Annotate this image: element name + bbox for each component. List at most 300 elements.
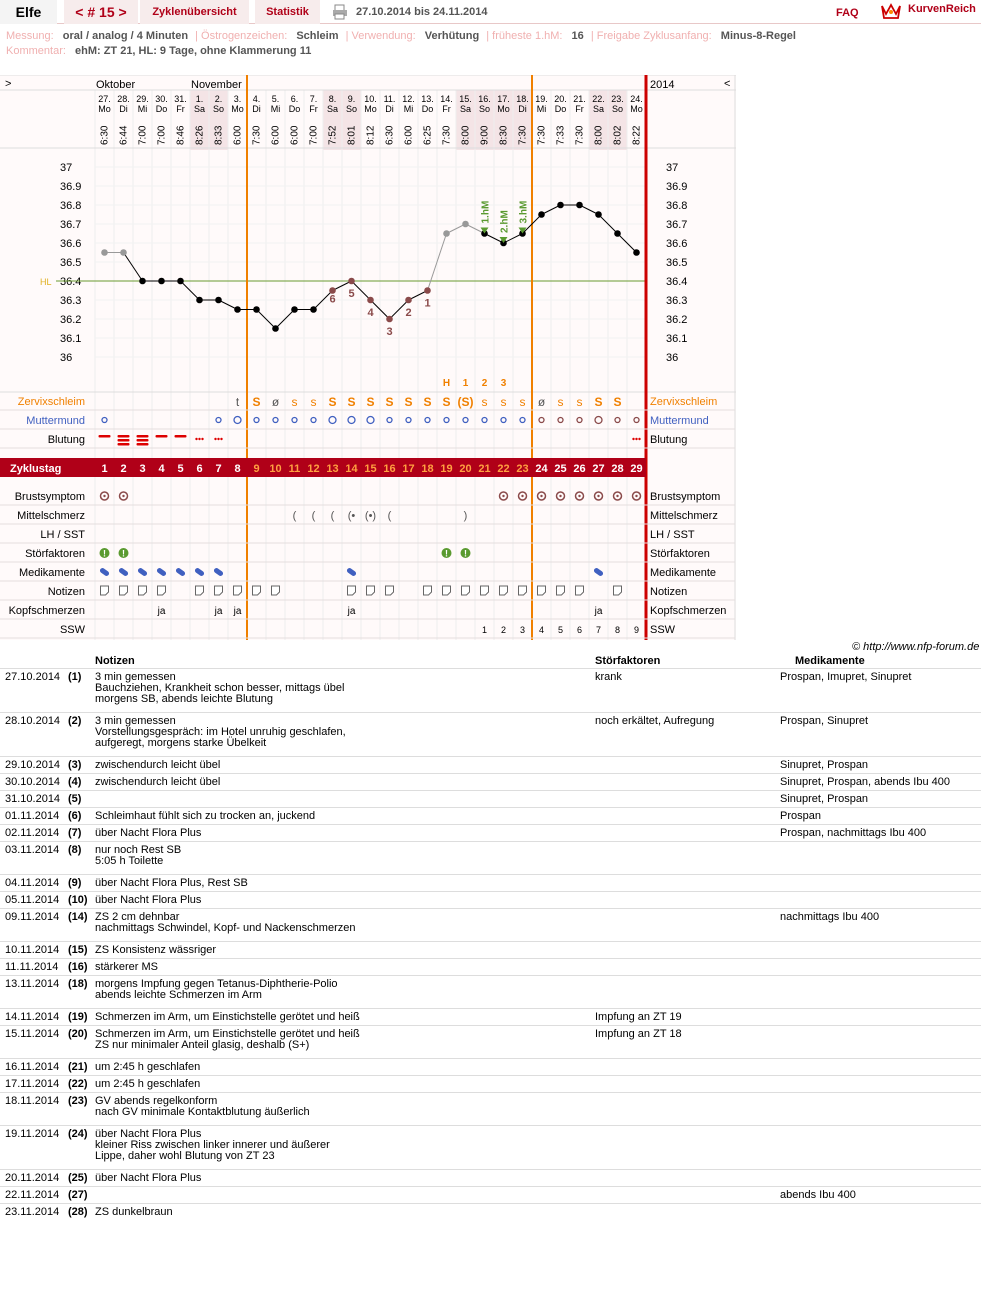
temp-point <box>614 230 621 237</box>
weekday-label: Mo <box>497 104 510 114</box>
y-tick-right: 36.5 <box>666 257 688 269</box>
notes-row <box>0 790 981 807</box>
time-label: 8:12 <box>365 125 377 145</box>
weekday-label: Mo <box>231 104 244 114</box>
note-date: 14.11.2014 <box>5 1011 60 1023</box>
spotting-mark <box>635 438 637 440</box>
time-label: 7:30 <box>441 125 453 145</box>
muttermund-mark <box>425 418 430 423</box>
notes-row <box>0 807 981 824</box>
faq-link[interactable]: FAQ <box>836 7 859 19</box>
note-icon <box>481 586 489 595</box>
muttermund-mark <box>577 418 582 423</box>
note-text: um 2:45 h geschlafen <box>95 1061 201 1073</box>
date-label: 9. <box>347 94 356 104</box>
cycle-day-number: 19 <box>440 463 453 475</box>
note-date: 01.11.2014 <box>5 810 60 822</box>
date-label: 19. <box>535 94 548 104</box>
peak-label: 3 <box>500 378 507 389</box>
stoerfaktor-icon-glyph: ! <box>122 548 125 559</box>
mittelschmerz-mark: (• <box>347 510 356 522</box>
zervix-mark: s <box>481 395 488 409</box>
note-stoerfaktor: Impfung an ZT 18 <box>595 1028 682 1040</box>
cycle-day-number: 4 <box>158 463 165 475</box>
cycle-day-number: 7 <box>215 463 222 475</box>
weekday-label: So <box>478 104 491 114</box>
y-tick-right: 36.7 <box>666 219 688 231</box>
temp-point <box>348 278 355 285</box>
row-label-right-mittel: Mittelschmerz <box>650 510 718 522</box>
temp-point <box>177 278 184 285</box>
zervix-mark: S <box>594 395 603 409</box>
time-label: 6:00 <box>270 125 282 145</box>
mittelschmerz-mark: ( <box>311 510 316 522</box>
note-medikament: Prospan, Sinupret <box>780 715 869 727</box>
time-label: 7:30 <box>536 125 548 145</box>
ssw-number: 8 <box>614 625 621 635</box>
temp-point <box>101 249 108 256</box>
temp-point <box>405 297 412 304</box>
messung-label: Messung: <box>6 30 54 42</box>
row-label-right-brust: Brustsymptom <box>650 491 721 503</box>
ssw-number: 5 <box>557 625 564 635</box>
time-label: 7:33 <box>555 125 567 145</box>
low-temp-label: 4 <box>367 307 374 319</box>
note-medikament: abends Ibu 400 <box>780 1189 856 1201</box>
y-tick-right: 36 <box>666 352 679 364</box>
zervix-mark: S <box>442 395 451 409</box>
note-cycle-day: (22) <box>68 1078 88 1090</box>
note-cycle-day: (18) <box>68 978 88 990</box>
notes-row <box>0 773 981 790</box>
spotting-mark <box>632 438 634 440</box>
cycle-chart <box>0 75 736 640</box>
headache-mark: ja <box>214 606 223 617</box>
cycle-day-number: 16 <box>383 463 396 475</box>
muttermund-mark <box>501 418 506 423</box>
note-icon <box>158 586 166 595</box>
zervix-mark: S <box>252 395 261 409</box>
note-icon <box>614 586 622 595</box>
time-label: 8:00 <box>460 125 472 145</box>
time-label: 7:30 <box>251 125 263 145</box>
temp-point <box>253 306 260 313</box>
spotting-mark <box>214 438 216 440</box>
bleeding-mark <box>118 439 130 442</box>
crown-logo-icon <box>880 2 902 20</box>
zervix-mark: S <box>423 395 432 409</box>
temp-point <box>139 278 146 285</box>
y-tick-left: 36.1 <box>60 333 82 345</box>
cycle-day-number: 28 <box>611 463 624 475</box>
time-label: 8:00 <box>593 125 605 145</box>
muttermund-mark <box>539 418 544 423</box>
cycle-day-number: 9 <box>253 463 260 475</box>
note-date: 15.11.2014 <box>5 1028 60 1040</box>
bleeding-mark <box>99 435 111 438</box>
note-cycle-day: (10) <box>68 894 88 906</box>
weekday-label: So <box>212 104 225 114</box>
breast-symptom-icon <box>597 495 599 497</box>
y-tick-left: 36.2 <box>60 314 82 326</box>
note-icon <box>253 586 261 595</box>
note-medikament: Prospan <box>780 810 821 822</box>
notes-row <box>0 712 981 751</box>
note-cycle-day: (27) <box>68 1189 88 1201</box>
chart-nav-right: < <box>724 78 731 90</box>
date-label: 14. <box>440 94 453 104</box>
date-label: 3. <box>233 94 242 104</box>
row-label-right-zervix: Zervixschleim <box>650 396 718 408</box>
notes-row <box>0 1075 981 1092</box>
weekday-label: Mi <box>137 104 148 114</box>
notes-row <box>0 756 981 773</box>
row-label-blutung: Blutung <box>47 434 85 446</box>
weekday-label: Mi <box>403 104 414 114</box>
low-temp-label: 6 <box>329 293 336 306</box>
y-tick-left: 36.7 <box>60 219 82 231</box>
kommentar-label: Kommentar: <box>6 45 66 57</box>
notes-row <box>0 908 981 936</box>
date-label: 17. <box>497 94 510 104</box>
tab-statistik[interactable]: Statistik <box>255 0 320 24</box>
date-label: 30. <box>155 94 168 104</box>
row-label-mittel: Mittelschmerz <box>17 510 85 522</box>
bleeding-mark <box>175 435 187 438</box>
note-cycle-day: (19) <box>68 1011 88 1023</box>
bleeding-mark <box>118 435 130 438</box>
headache-mark: ja <box>233 606 242 617</box>
muttermund-mark <box>595 417 602 424</box>
note-date: 19.11.2014 <box>5 1128 60 1140</box>
note-text: stärkerer MS <box>95 961 158 973</box>
muttermund-mark <box>273 418 278 423</box>
fruehest-label: früheste 1.hM: <box>492 30 563 42</box>
date-label: 1. <box>195 94 204 104</box>
weekday-label: Do <box>554 104 567 114</box>
muttermund-mark <box>615 418 620 423</box>
temp-point <box>386 316 393 323</box>
weekday-label: Di <box>385 104 394 114</box>
note-text: ZS dunkelbraun <box>95 1206 173 1218</box>
note-icon <box>234 586 242 595</box>
spotting-mark <box>638 438 640 440</box>
date-label: 11. <box>383 94 396 104</box>
time-label: 7:00 <box>156 125 168 145</box>
headache-mark: ja <box>157 606 166 617</box>
y-tick-left: 37 <box>60 162 73 174</box>
time-label: 8:46 <box>175 125 187 145</box>
temp-point <box>424 287 431 294</box>
ssw-number: 2 <box>500 625 507 635</box>
note-medikament: Sinupret, Prospan <box>780 759 869 771</box>
time-label: 7:52 <box>327 125 339 145</box>
notes-header-notizen: Notizen <box>95 655 135 667</box>
note-cycle-day: (3) <box>68 759 82 771</box>
note-cycle-day: (7) <box>68 827 82 839</box>
muttermund-mark <box>558 418 563 423</box>
tab-zyklenuebersicht[interactable]: Zyklenübersicht <box>140 0 249 24</box>
breast-symptom-icon <box>578 495 580 497</box>
mittelschmerz-mark: (•) <box>364 510 377 522</box>
note-text: über Nacht Flora Plus <box>95 894 202 906</box>
y-tick-left: 36.5 <box>60 257 82 269</box>
temp-point <box>557 202 564 209</box>
y-tick-right: 36.6 <box>666 238 688 250</box>
ssw-number: 7 <box>595 625 602 635</box>
cycle-day-number: 10 <box>269 463 282 475</box>
medication-pill-icon <box>137 567 148 577</box>
time-label: 8:33 <box>213 125 225 145</box>
notes-row <box>0 975 981 1003</box>
note-date: 17.11.2014 <box>5 1078 60 1090</box>
note-text: zwischendurch leicht übel <box>95 776 221 788</box>
notes-row <box>0 1058 981 1075</box>
spotting-mark <box>220 438 222 440</box>
date-label: 8. <box>328 94 337 104</box>
date-label: 7. <box>309 94 318 104</box>
notes-row <box>0 891 981 908</box>
medication-pill-icon <box>175 567 186 577</box>
bleeding-mark <box>137 439 149 442</box>
note-icon <box>557 586 565 595</box>
weekday-label: Di <box>518 104 527 114</box>
temp-point <box>291 306 298 313</box>
note-icon <box>576 586 584 595</box>
y-tick-right: 36.3 <box>666 295 688 307</box>
oestrogen-value: Schleim <box>296 30 339 42</box>
note-text: Schleimhaut fühlt sich zu trocken an, juckend <box>95 810 316 822</box>
note-text: morgens Impfung gegen Tetanus-Diphtherie-Polio abends leichte Schmerzen im Arm <box>95 978 338 1001</box>
zervix-mark: ø <box>271 395 280 409</box>
time-label: 8:22 <box>631 125 643 145</box>
note-cycle-day: (9) <box>68 877 82 889</box>
note-date: 02.11.2014 <box>5 827 60 839</box>
note-icon <box>120 586 128 595</box>
note-cycle-day: (5) <box>68 793 82 805</box>
ssw-number: 9 <box>633 625 640 635</box>
notes-header-medikamente: Medikamente <box>795 655 865 667</box>
note-date: 23.11.2014 <box>5 1206 60 1218</box>
zervix-mark: (S) <box>457 395 474 409</box>
cycle-day-number: 11 <box>288 463 301 475</box>
time-label: 8:26 <box>194 125 206 145</box>
time-label: 6:30 <box>99 125 111 145</box>
zervix-mark: S <box>347 395 356 409</box>
row-label-medi: Medikamente <box>18 567 85 579</box>
notes-row <box>0 874 981 891</box>
note-text: GV abends regelkonform nach GV minimale Kontaktblutung äußerlich <box>95 1095 310 1118</box>
muttermund-mark <box>367 417 374 424</box>
muttermund-mark <box>102 418 107 423</box>
cycle-day-number: 5 <box>177 463 184 475</box>
time-label: 6:00 <box>403 125 415 145</box>
date-label: 2. <box>214 94 223 104</box>
ssw-number: 4 <box>538 625 545 635</box>
date-label: 23. <box>611 94 624 104</box>
cycle-navigation[interactable]: < # 15 > <box>64 0 138 24</box>
date-label: 28. <box>117 94 130 104</box>
row-label-right-muttermund: Muttermund <box>650 415 709 427</box>
note-text: über Nacht Flora Plus <box>95 1172 202 1184</box>
cycle-day-number: 24 <box>535 463 548 475</box>
muttermund-mark <box>463 418 468 423</box>
stoerfaktor-icon-glyph: ! <box>445 548 448 559</box>
row-label-right-ssw: SSW <box>650 624 676 636</box>
row-label-kopf: Kopfschmerzen <box>8 605 85 617</box>
time-label: 7:00 <box>137 125 149 145</box>
note-cycle-day: (25) <box>68 1172 88 1184</box>
weekday-label: Mo <box>630 104 643 114</box>
muttermund-mark <box>482 418 487 423</box>
weekday-label: Do <box>288 104 301 114</box>
weekday-label: Fr <box>309 104 318 114</box>
cycle-day-number: 18 <box>421 463 434 475</box>
note-date: 20.11.2014 <box>5 1172 60 1184</box>
note-medikament: nachmittags Ibu 400 <box>780 911 880 923</box>
medication-pill-icon <box>593 567 604 577</box>
temp-point <box>538 211 545 218</box>
note-date: 30.10.2014 <box>5 776 61 788</box>
weekday-label: So <box>345 104 358 114</box>
note-date: 10.11.2014 <box>5 944 60 956</box>
zervix-mark: t <box>235 395 240 409</box>
ssw-number: 6 <box>576 625 583 635</box>
date-label: 21. <box>573 94 586 104</box>
notes-row <box>0 668 981 707</box>
notes-row <box>0 841 981 869</box>
muttermund-mark <box>634 418 639 423</box>
muttermund-mark <box>348 417 355 424</box>
muttermund-mark <box>387 418 392 423</box>
weekday-label: Di <box>119 104 128 114</box>
date-label: 5. <box>271 94 280 104</box>
note-medikament: Sinupret, Prospan, abends Ibu 400 <box>780 776 951 788</box>
medication-pill-icon <box>346 567 357 577</box>
date-range: 27.10.2014 bis 24.11.2014 <box>356 6 488 18</box>
note-cycle-day: (21) <box>68 1061 88 1073</box>
temp-point <box>234 306 241 313</box>
hm-label: 3.hM <box>518 200 530 224</box>
date-label: 4. <box>252 94 261 104</box>
time-label: 6:44 <box>118 125 130 145</box>
note-cycle-day: (1) <box>68 671 82 683</box>
weekday-label: Sa <box>592 104 605 114</box>
verwendung-value: Verhütung <box>424 30 480 42</box>
y-tick-left: 36.9 <box>60 181 82 193</box>
note-text: über Nacht Flora Plus kleiner Riss zwischen linker innerer und äußerer Lippe, daher wohl Blutung von ZT 23 <box>95 1128 330 1162</box>
mittelschmerz-mark: ( <box>292 510 297 522</box>
weekday-label: Fr <box>442 104 451 114</box>
cycle-day-number: 22 <box>497 463 510 475</box>
muttermund-mark <box>520 418 525 423</box>
medication-pill-icon <box>213 567 224 577</box>
temp-point <box>120 249 127 256</box>
time-label: 8:01 <box>346 125 358 145</box>
muttermund-mark <box>406 418 411 423</box>
temp-point <box>367 297 374 304</box>
note-icon <box>386 586 394 595</box>
breast-symptom-icon <box>122 495 124 497</box>
date-label: 22. <box>592 94 605 104</box>
note-text: zwischendurch leicht übel <box>95 759 221 771</box>
note-cycle-day: (15) <box>68 944 88 956</box>
note-icon <box>215 586 223 595</box>
medication-pill-icon <box>118 567 129 577</box>
date-label: 12. <box>402 94 415 104</box>
temp-point <box>576 202 583 209</box>
low-temp-label: 3 <box>386 326 393 338</box>
printer-icon[interactable] <box>332 4 348 20</box>
cycle-day-number: 20 <box>459 463 472 475</box>
cycle-day-number: 17 <box>402 463 415 475</box>
note-text: ZS Konsistenz wässriger <box>95 944 217 956</box>
zervix-mark: ø <box>537 395 546 409</box>
weekday-label: Mi <box>270 104 281 114</box>
spotting-mark <box>217 438 219 440</box>
peak-label: 1 <box>462 378 469 389</box>
medication-pill-icon <box>99 567 110 577</box>
time-label: 9:00 <box>479 125 491 145</box>
y-tick-right: 36.4 <box>666 276 688 288</box>
note-text: 3 min gemessen Bauchziehen, Krankheit schon besser, mittags übel morgens SB, abends leichte Blutung <box>95 671 345 705</box>
note-medikament: Prospan, nachmittags Ibu 400 <box>780 827 927 839</box>
note-text: über Nacht Flora Plus <box>95 827 202 839</box>
coverline-label: HL <box>40 277 52 287</box>
bleeding-mark <box>137 443 149 446</box>
note-icon <box>462 586 470 595</box>
notes-row <box>0 1008 981 1025</box>
spotting-mark <box>195 438 197 440</box>
notes-row <box>0 1169 981 1186</box>
brand-name: KurvenReich <box>908 3 976 15</box>
notes-row <box>0 958 981 975</box>
note-icon <box>443 586 451 595</box>
headache-mark: ja <box>347 606 356 617</box>
note-text: Schmerzen im Arm, um Einstichstelle gerötet und heiß ZS nur minimaler Anteil glasig, deshalb (S+) <box>95 1028 360 1051</box>
date-label: 27. <box>98 94 111 104</box>
note-text: ZS 2 cm dehnbar nachmittags Schwindel, Kopf- und Nackenschmerzen <box>95 911 356 934</box>
note-cycle-day: (8) <box>68 844 82 856</box>
time-label: 7:30 <box>517 125 529 145</box>
zervix-mark: s <box>557 395 564 409</box>
hm-label: 2.hM <box>499 210 511 233</box>
muttermund-mark <box>216 418 221 423</box>
temp-point <box>215 297 222 304</box>
date-label: 29. <box>136 94 149 104</box>
mittelschmerz-mark: ( <box>387 510 392 522</box>
date-label: 20. <box>554 94 567 104</box>
zervix-mark: s <box>519 395 526 409</box>
time-label: 6:00 <box>289 125 301 145</box>
cycle-day-number: 25 <box>554 463 567 475</box>
y-tick-left: 36.8 <box>60 200 82 212</box>
y-tick-right: 36.8 <box>666 200 688 212</box>
date-label: 16. <box>478 94 491 104</box>
zyklustag-band <box>0 458 646 477</box>
row-label-brust: Brustsymptom <box>14 491 85 503</box>
year-label: 2014 <box>650 79 675 91</box>
mittelschmerz-mark: ( <box>330 510 335 522</box>
row-label-right-medi: Medikamente <box>650 567 717 579</box>
note-icon <box>538 586 546 595</box>
y-tick-left: 36 <box>60 352 73 364</box>
note-date: 27.10.2014 <box>5 671 61 683</box>
top-bar <box>0 0 981 24</box>
note-cycle-day: (2) <box>68 715 82 727</box>
note-stoerfaktor: Impfung an ZT 19 <box>595 1011 682 1023</box>
month-november: November <box>191 79 242 91</box>
